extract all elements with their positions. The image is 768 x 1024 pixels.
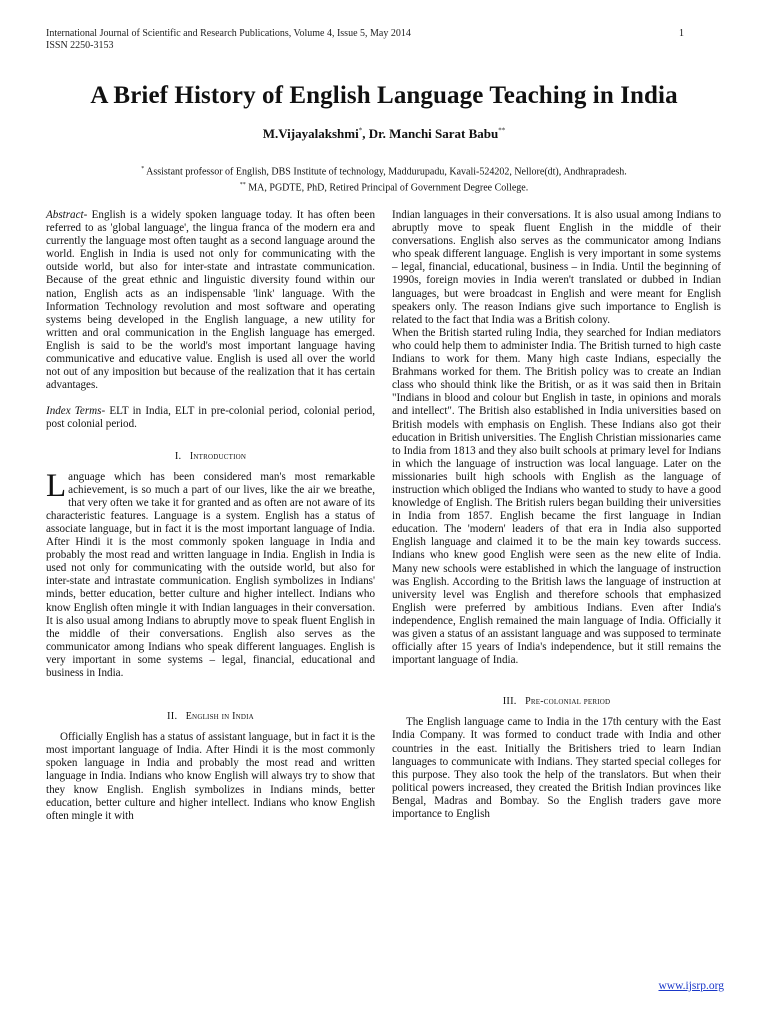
index-terms bbox=[46, 405, 375, 431]
affiliation-1 bbox=[0, 163, 768, 179]
page-number: 1 bbox=[679, 28, 684, 39]
introduction-text: anguage which has been considered man's most remarkable achievement, is so much a part of our lives, like the air we breathe, that very often we take it for granted and as often are not aware of its characteristic features. Language is a system. English has a status of associate language, but in fact it is the most important language of India. After Hindi it is the most commonly spoken language in India and probably the most read and written language in India. English in India is used not only for communicating with the outside world, but also for inter-state and intrastate communication. English symbolizes in Indians' minds, better education, better culture and higher intellect. Indians who know English often mingle it with Indian languages in their conversation. It is also usual among Indians to abruptly move to speak fluent English in the middle of their conversations. English also serves as the communicator among Indians who speak different languages. English is very important in some systems – legal, financial, educational and business in India. bbox=[46, 470, 375, 679]
section-heading-english-in-india bbox=[46, 710, 375, 723]
abstract-label: Abstract- bbox=[46, 209, 88, 221]
author-line bbox=[0, 126, 768, 142]
author-1: M.Vijayalakshmi bbox=[262, 126, 359, 141]
drop-cap: L bbox=[46, 467, 67, 504]
section-2-number: II. bbox=[167, 711, 178, 723]
abstract bbox=[46, 209, 375, 392]
section-heading-pre-colonial bbox=[392, 695, 721, 708]
right-paragraph-1: Indian languages in their conversations. It is also usual among Indians to abruptly move to speak fluent English in the middle of their conversations. English also serves as the communicator among Indians who speak different language. English is very important in some systems – legal, financial, educational, business – in India. Until the beginning of 1990s, foreign movies in India weren't translated or dubbed in Indian languages, but were broadcast in English and were meant for English speakers only. The reason Indians give such importance to English is related to the fact that India was a British colony. bbox=[392, 209, 721, 326]
index-terms-label: Index Terms bbox=[46, 405, 102, 418]
introduction-paragraph bbox=[46, 467, 375, 681]
english-in-india-paragraph: Officially English has a status of assistant language, but in fact it is the most important language of India. After Hindi it is the most commonly spoken language in India and probably the most read and written language in India. Indians who know English will always try to show that they know English. English symbolizes in Indians minds, better education, better culture and higher intellect. Indians who know English often mingle it with bbox=[46, 731, 375, 822]
journal-line: International Journal of Scientific and Research Publications, Volume 4, Issue 5, May 2014 bbox=[46, 28, 411, 39]
left-column bbox=[46, 209, 375, 823]
affiliation-2 bbox=[0, 179, 768, 195]
affiliation-2-text: MA, PGDTE, PhD, Retired Principal of Government Degree College. bbox=[245, 182, 529, 194]
section-1-title: Introduction bbox=[189, 450, 247, 462]
right-paragraph-2: When the British started ruling India, they searched for Indian mediators who could help them to administer India. The British turned to high caste Indians to work for them. Many high caste Indians, especially the Brahmans worked for them. The British policy was to create an Indian class who should think like the British, or as it was said then in Britain "Indians in blood and colour but English in taste, in opinions and morals and intellect". The British also established in India universities based on British models with emphasis on English. These Indians also got their education in British universities. The English Christian missionaries came to India from 1813 and they also built schools at primary level for Indians in which the language of instruction was local language. Later on the missionaries built high schools with English as the language of instruction which obliged the Indians who wanted to study to have a good knowledge of English. The British rulers began building their universities in India from 1857. English became the first language in Indian education. The 'modern' leaders of that era in India also supported English language and claimed it to be the main key towards success. Indians who knew good English were seen as the new elite of India. Many new schools were established in which the language of instruction was English. According to the British laws the language of instruction at university level was English and therefore schools that emphasized English were preferred by ambitious Indians. Even after India's independence, English remained the main language of India. Officially it was given a status of an assistant language and was supposed to terminate officially after 15 years of India's independence, but it still remains the important language of India. bbox=[392, 326, 721, 667]
author-separator: , bbox=[362, 126, 369, 141]
section-3-number: III. bbox=[502, 696, 517, 708]
affiliations bbox=[0, 163, 768, 195]
author-1-mark: * bbox=[358, 126, 363, 135]
author-2-mark: ** bbox=[498, 126, 506, 135]
pre-colonial-paragraph: The English language came to India in the 17th century with the East India Company. It was formed to conduct trade with India and other countries in the east. Initially the Britishers tried to learn Indian languages to communicate with Indians. They started special colleges for this purpose. They also took the help of the translators. But when their political powers increased, they created the British Indian provinces like Bengal, Madras and Bombay. So the English traders gave more importance to English bbox=[392, 716, 721, 821]
affiliation-1-text: Assistant professor of English, DBS Institute of technology, Maddurupadu, Kavali-524202, Nellore(dt), Andhrapradesh. bbox=[144, 166, 627, 178]
journal-website-link[interactable]: www.ijsrp.org bbox=[658, 980, 724, 992]
right-column bbox=[392, 209, 721, 821]
abstract-text: English is a widely spoken language today. It has often been referred to as 'global language', the lingua franca of the modern era and currently the language most often taught as a second language around the world. English in India is used not only for communicating with the outside world, but also for inter-state and intrastate communication. Because of the great ethnic and linguistic diversity found within our nation, English acts as an indispensable 'link' language. With the Information Technology revolution and most software and operating systems being developed in the English language, a new utility for written and oral communication in the English language has emerged. English is said to be the world's most important language having communicative and educative value. English is used all over the world not out of any imposition but because of the realization that it has certain advantages. bbox=[46, 209, 375, 392]
running-header bbox=[46, 28, 686, 52]
affiliation-1-mark: * bbox=[141, 166, 145, 172]
author-2: Dr. Manchi Sarat Babu bbox=[368, 126, 499, 141]
affiliation-2-mark: ** bbox=[239, 181, 246, 188]
paper-title: A Brief History of English Language Teaching in India bbox=[90, 82, 678, 109]
section-3-title: Pre-colonial period bbox=[525, 696, 611, 708]
issn: ISSN 2250-3153 bbox=[46, 40, 114, 51]
section-heading-introduction bbox=[46, 450, 375, 463]
section-1-number: I. bbox=[174, 450, 182, 462]
section-2-title: English in India bbox=[185, 711, 254, 723]
index-terms-text: - ELT in India, ELT in pre-colonial period, colonial period, post colonial period. bbox=[46, 405, 375, 431]
